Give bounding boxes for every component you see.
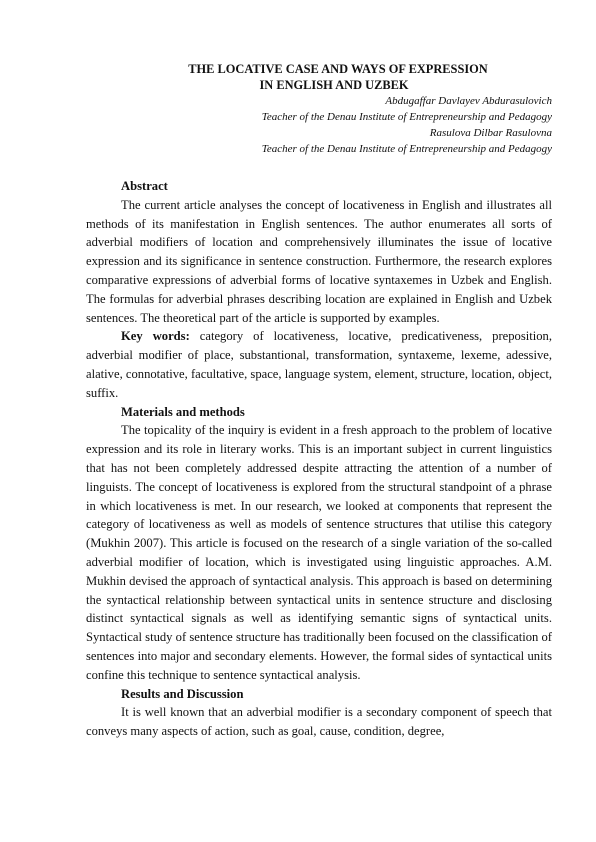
results-heading: Results and Discussion bbox=[121, 686, 244, 701]
keywords-paragraph bbox=[86, 327, 552, 402]
results-text: It is well known that an adverbial modifier is a secondary component of speech that conveys many aspects of action, such as goal, cause, condition, degree, bbox=[86, 705, 552, 739]
abstract-heading: Abstract bbox=[121, 179, 168, 193]
paper-title-line-1: THE LOCATIVE CASE AND WAYS OF EXPRESSION bbox=[188, 62, 488, 76]
materials-heading: Materials and methods bbox=[121, 404, 245, 419]
author-affiliation-2: Teacher of the Denau Institute of Entrepreneurship and Pedagogy bbox=[261, 143, 552, 155]
author-name-2: Rasulova Dilbar Rasulovna bbox=[429, 127, 552, 139]
keywords-label: Key words: bbox=[121, 329, 190, 344]
article-body bbox=[86, 177, 552, 741]
author-name-1: Abdugaffar Davlayev Abdurasulovich bbox=[385, 95, 552, 107]
materials-text: The topicality of the inquiry is evident in a fresh approach to the problem of locative expression and its role in literary works. This is an important subject in current linguistics that has not been completely addressed despite attracting the attention of a number of linguists. The concept of locativeness is explored from the structural standpoint of a phrase in which locativeness is met. In our research, we looked at components that represent the category of locativeness as well as models of sentence structures that utilise this category (Mukhin 2007). This article is focused on the research of a single variation of the so-called adverbial modifier of location, which is investigated using linguistic approaches. A.M. Mukhin devised the approach of syntactical analysis. This approach is based on determining the syntactical relationship between syntactical units in sentence structure and disclosing distinct syntactical signals as well as identifying semantic signs of syntactical units. Syntactical study of sentence structure has traditionally been focused on the classification of sentences into major and secondary elements. However, the formal sides of syntactical units confine this technique to sentence syntactical analysis. bbox=[86, 423, 552, 682]
author-affiliation-1: Teacher of the Denau Institute of Entrepreneurship and Pedagogy bbox=[261, 111, 552, 123]
paper-title-line-2: IN ENGLISH AND UZBEK bbox=[259, 78, 409, 92]
keywords-text: category of locativeness, locative, predicativeness, preposition, adverbial modifier of place, substantional, transformation, syntaxeme, lexeme, adessive, alative, connotative, facultative, space, language system, element, structure, location, object, suffix. bbox=[86, 329, 552, 400]
abstract-text: The current article analyses the concept of locativeness in English and illustrates all methods of its manifestation in English sentences. The author enumerates all sorts of adverbial modifiers of location and comprehensively illuminates the issue of locative expression and its significance in sentence construction. Furthermore, the research explores comparative expressions of adverbial forms of locative syntaxemes in Uzbek and English. The formulas for adverbial phrases describing location are explained in English and Uzbek sentences. The theoretical part of the article is supported by examples. bbox=[86, 197, 552, 325]
